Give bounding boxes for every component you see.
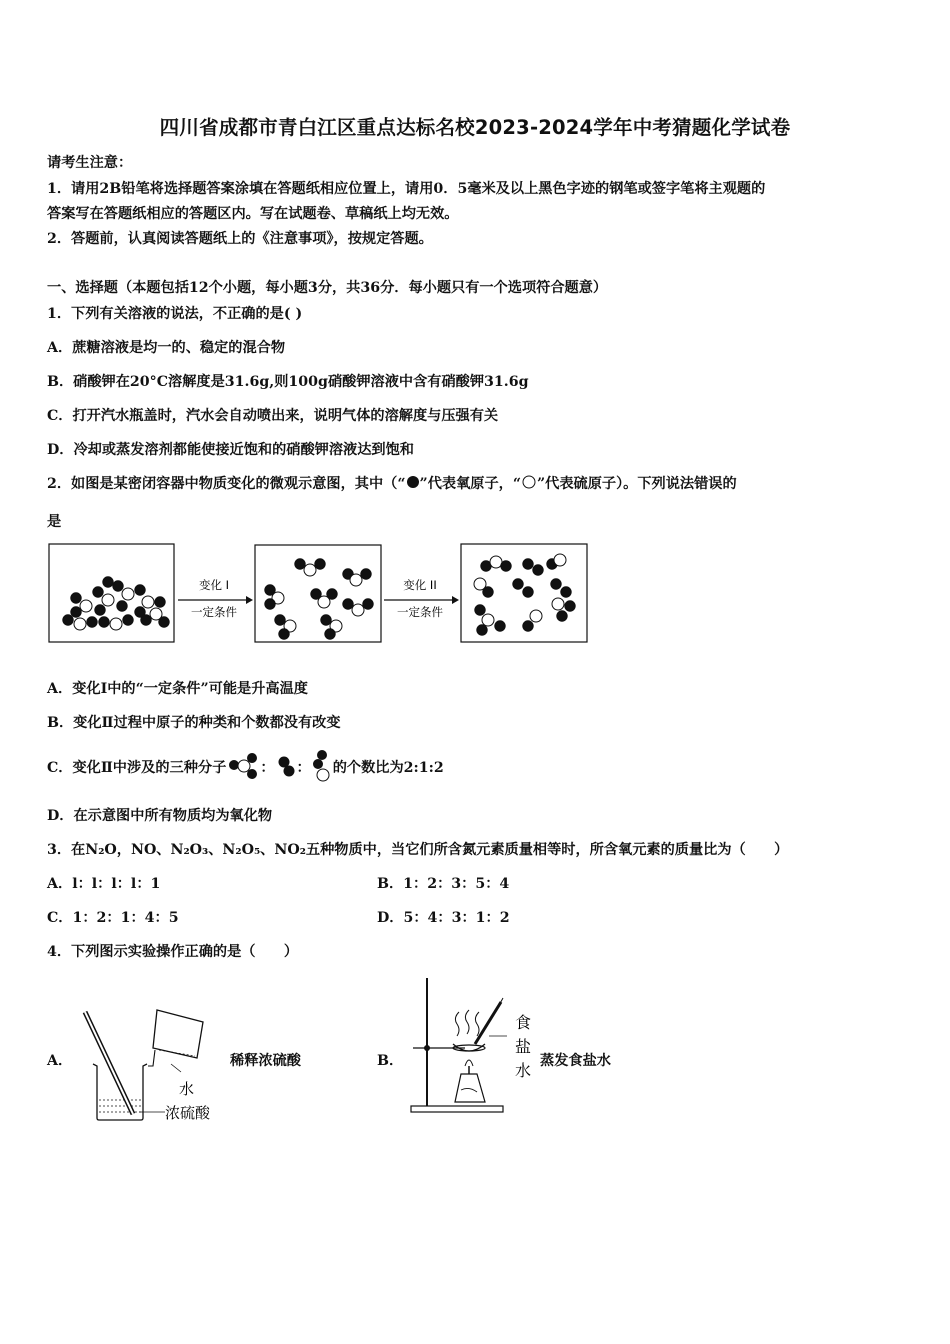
q1-option-a: A．蔗糖溶液是均一的、稳定的混合物 [47, 340, 286, 356]
q2-option-c-text-a: C．变化Ⅱ中涉及的三种分子 [47, 760, 227, 776]
q3-option-b: B．1：2：3：5：4 [377, 876, 510, 892]
q2-option-c-sep-1: ： [260, 760, 275, 776]
notice-line-1: 1．请用2B铅笔将选择题答案涂填在答题纸相应位置上，请用0．5毫米及以上黑色字迹的钢笔或签字笔将主观题的 [47, 181, 766, 197]
q4-option-a-text: 稀释浓硫酸 [230, 1053, 301, 1069]
o2-molecule-icon [275, 752, 297, 782]
q2-stem-part-b: ”代表氧原子，“ [419, 476, 521, 492]
salt-water-label-2: 盐 [514, 1037, 532, 1056]
q2-option-b: B．变化Ⅱ过程中原子的种类和个数都没有改变 [47, 715, 341, 731]
notice-line-2: 2．答题前，认真阅读答题纸上的《注意事项》，按规定答题。 [47, 231, 433, 247]
q3-option-c: C．1：2：1：4：5 [47, 910, 179, 926]
q4-option-a-label: A． [47, 1053, 73, 1069]
so3-molecule-icon [226, 752, 260, 782]
q3-option-a: A．l：l：l：l：1 [47, 876, 161, 892]
q2-molecule-diagram [48, 540, 590, 646]
q3-option-d: D．5：4：3：1：2 [377, 910, 510, 926]
stand-base-icon [411, 1106, 503, 1112]
dilute-acid-illustration [75, 1006, 225, 1128]
q4-option-b-label: B． [377, 1053, 404, 1069]
q2-stem-part-c: ”代表硫原子）。下列说法错误的 [537, 476, 737, 492]
q1-stem: 1．下列有关溶液的说法，不正确的是( ) [47, 306, 303, 322]
arrow-1-label-top: 变化 I [198, 578, 230, 592]
q2-option-c [47, 752, 444, 782]
alcohol-lamp-icon [455, 1074, 485, 1102]
q1-option-b: B．硝酸钾在20°C溶解度是31.6g,则100g硝酸钾溶液中含有硝酸钾31.6g [47, 374, 529, 390]
arrow-2-head [452, 596, 459, 604]
section-heading: 一、选择题（本题包括12个小题，每小题3分，共36分．每小题只有一个选项符合题意） [47, 280, 608, 296]
salt-water-label-1: 食 [514, 1013, 532, 1032]
q2-stem-continued: 是 [47, 514, 62, 530]
so2-molecule-icon [311, 750, 333, 784]
q2-stem [47, 473, 737, 493]
page-title: 四川省成都市青白江区重点达标名校2023-2024学年中考猜题化学试卷 [159, 116, 791, 139]
arrow-1-head [246, 596, 253, 604]
q4-stem: 4．下列图示实验操作正确的是（ ） [47, 944, 299, 960]
salt-water-label-3: 水 [514, 1061, 532, 1080]
q2-option-a: A．变化I中的“一定条件”可能是升高温度 [47, 681, 308, 697]
oxygen-atom-icon [406, 475, 420, 489]
q1-option-d: D．冷却或蒸发溶剂都能使接近饱和的硝酸钾溶液达到饱和 [47, 442, 414, 458]
stirring-rod-icon [475, 1002, 501, 1044]
q4-option-b-text: 蒸发食盐水 [540, 1053, 611, 1069]
arrow-1-label-bottom: 一定条件 [191, 605, 237, 619]
q2-stem-part-a: 2．如图是某密闭容器中物质变化的微观示意图，其中（“ [47, 476, 406, 492]
arrow-2-label-bottom: 一定条件 [397, 605, 443, 619]
q2-option-c-sep-2: ： [296, 760, 311, 776]
q2-option-c-text-b: 的个数比为2:1:2 [332, 760, 444, 776]
arrow-2-label-top: 变化 II [403, 578, 437, 592]
evaporate-salt-water-illustration [405, 974, 541, 1120]
notice-heading: 请考生注意： [47, 155, 133, 171]
q2-option-d: D．在示意图中所有物质均为氧化物 [47, 808, 273, 824]
q3-stem: 3．在N₂O，NO、N₂O₃、N₂O₅、NO₂五种物质中，当它们所含氮元素质量相等时，所含氧元素的质量比为（ ） [47, 842, 789, 858]
acid-label: 浓硫酸 [165, 1104, 211, 1122]
notice-line-1b: 答案写在答题纸相应的答题区内。写在试题卷、草稿纸上均无效。 [47, 206, 459, 222]
pouring-cup-icon [153, 1010, 203, 1058]
q1-option-c: C．打开汽水瓶盖时，汽水会自动喷出来，说明气体的溶解度与压强有关 [47, 408, 499, 424]
sulfur-atom-icon [521, 475, 537, 489]
water-label: 水 [179, 1080, 195, 1098]
